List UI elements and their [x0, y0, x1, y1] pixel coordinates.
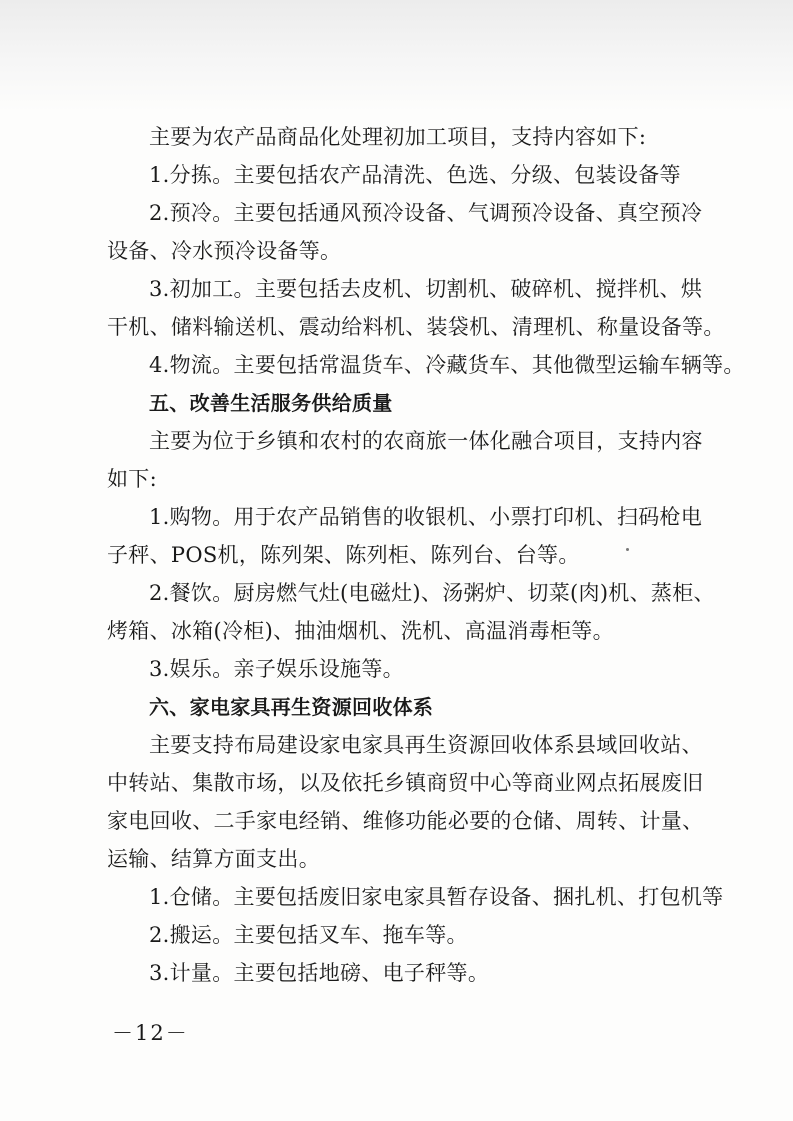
- text-line: 1.仓储。主要包括废旧家电家具暂存设备、捆扎机、打包机等: [149, 885, 724, 909]
- text-line: 干机、储料输送机、震动给料机、装袋机、清理机、称量设备等。: [107, 315, 725, 339]
- text-line: 3.初加工。主要包括去皮机、切割机、破碎机、搅拌机、烘: [149, 277, 703, 301]
- text-line: 1.分拣。主要包括农产品清洗、色选、分级、包装设备等: [149, 163, 681, 187]
- text-line: 设备、冷水预冷设备等。: [107, 239, 342, 263]
- text-line: 家电回收、二手家电经销、维修功能必要的仓储、周转、计量、: [107, 809, 704, 833]
- text-line: 2.搬运。主要包括叉车、拖车等。: [149, 923, 468, 947]
- text-line: 主要支持布局建设家电家具再生资源回收体系县域回收站、: [149, 733, 703, 757]
- scan-shadow: [0, 0, 793, 112]
- section-heading: 五、改善生活服务供给质量: [149, 391, 393, 415]
- text-line: 4.物流。主要包括常温货车、冷藏货车、其他微型运输车辆等。: [149, 353, 745, 377]
- page-number: －12－: [112, 1021, 189, 1045]
- text-line: 子秤、POS机，陈列架、陈列柜、陈列台、台等。: [107, 543, 580, 567]
- text-line: 烤箱、冰箱(冷柜)、抽油烟机、洗机、高温消毒柜等。: [107, 619, 614, 643]
- text-line: 1.购物。用于农产品销售的收银机、小票打印机、扫码枪电: [149, 505, 703, 529]
- text-line: 中转站、集散市场，以及依托乡镇商贸中心等商业网点拓展废旧: [107, 771, 704, 795]
- text-line: 3.娱乐。亲子娱乐设施等。: [149, 657, 404, 681]
- scan-speck: [626, 548, 629, 551]
- text-line: 主要为农产品商品化处理初加工项目，支持内容如下:: [149, 125, 647, 149]
- section-heading: 六、家电家具再生资源回收体系: [149, 695, 434, 719]
- text-line: 主要为位于乡镇和农村的农商旅一体化融合项目，支持内容: [149, 429, 703, 453]
- text-line: 3.计量。主要包括地磅、电子秤等。: [149, 961, 490, 985]
- text-line: 运输、结算方面支出。: [107, 847, 320, 871]
- text-line: 如下:: [107, 467, 157, 491]
- text-line: 2.餐饮。厨房燃气灶(电磁灶)、汤粥炉、切菜(肉)机、蒸柜、: [149, 581, 715, 605]
- body-text: [107, 118, 745, 992]
- text-line: 2.预冷。主要包括通风预冷设备、气调预冷设备、真空预冷: [149, 201, 703, 225]
